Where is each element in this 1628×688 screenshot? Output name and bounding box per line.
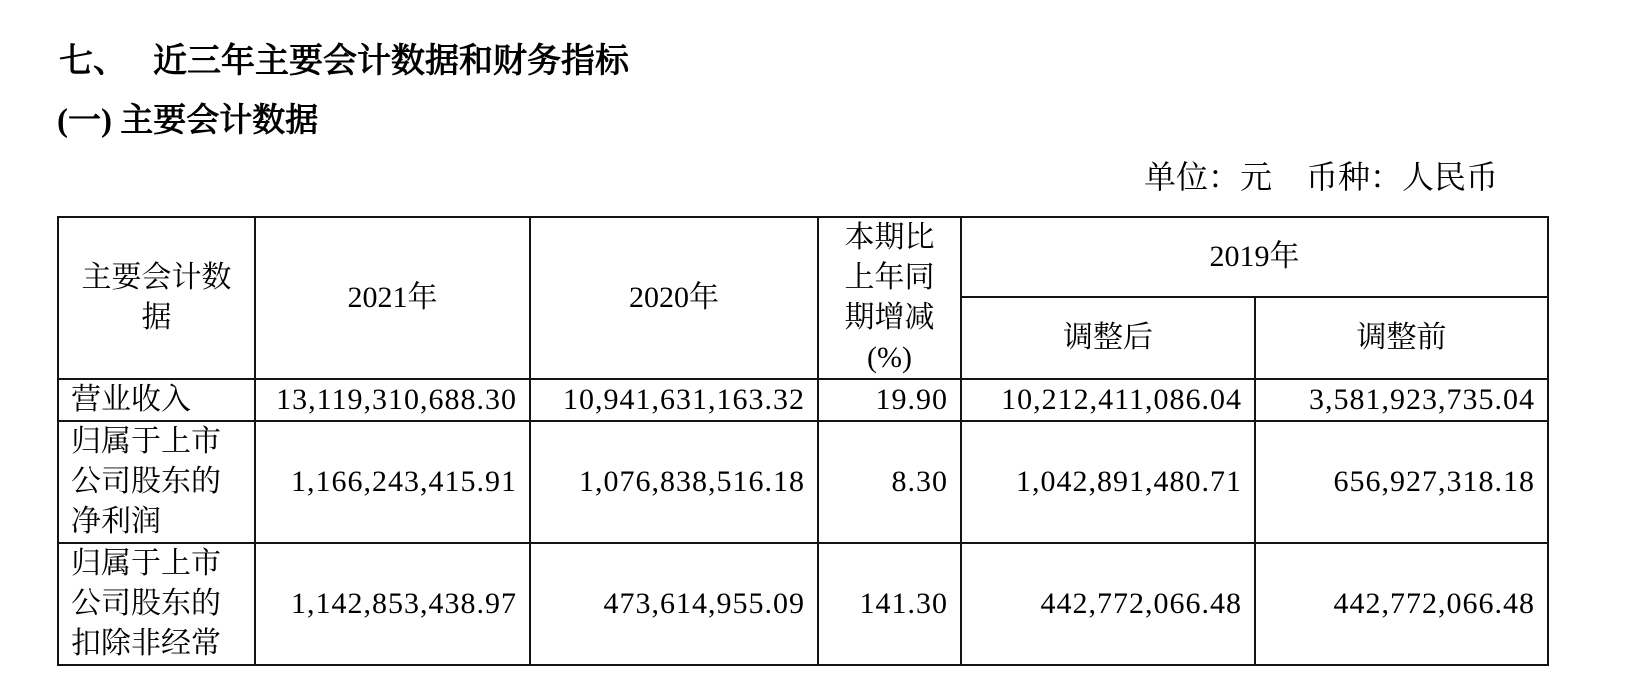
table-row-net-profit [58,421,1548,543]
row-label: 营业收入 [58,379,255,421]
value-2021: 1,166,243,415.91 [255,421,530,543]
value-change-pct: 8.30 [818,421,961,543]
value-2019-adjusted: 1,042,891,480.71 [961,421,1255,543]
header-change-pct: 本期比上年同期增减(%) [818,217,961,379]
header-2019-adjusted: 调整后 [961,297,1255,379]
subsection-heading: (一) 主要会计数据 [57,103,319,139]
value-2019-before: 442,772,066.48 [1255,543,1548,665]
header-year-2020: 2020年 [530,217,818,379]
value-2019-adjusted: 442,772,066.48 [961,543,1255,665]
section-number: 七、 [59,43,127,80]
value-2019-adjusted: 10,212,411,086.04 [961,379,1255,421]
header-year-2019: 2019年 [961,217,1548,297]
row-label: 归属于上市公司股东的扣除非经常 [58,543,255,665]
table-row-revenue [58,379,1548,421]
value-2021: 13,119,310,688.30 [255,379,530,421]
value-change-pct: 19.90 [818,379,961,421]
unit-currency-unit: 单位：元 [1143,159,1272,195]
header-row-1 [58,217,1548,297]
value-2021: 1,142,853,438.97 [255,543,530,665]
section-heading [59,40,629,84]
value-2020: 1,076,838,516.18 [530,421,818,543]
row-label: 归属于上市公司股东的净利润 [58,421,255,543]
header-2019-before: 调整前 [1255,297,1548,379]
value-2019-before: 3,581,923,735.04 [1255,379,1548,421]
value-change-pct: 141.30 [818,543,961,665]
header-item-column: 主要会计数据 [58,217,255,379]
value-2020: 10,941,631,163.32 [530,379,818,421]
value-2020: 473,614,955.09 [530,543,818,665]
unit-currency-type: 币种：人民币 [1305,159,1498,195]
value-2019-before: 656,927,318.18 [1255,421,1548,543]
table-row-net-profit-excl-nonrecurring [58,543,1548,665]
header-year-2021: 2021年 [255,217,530,379]
accounting-data-table [57,216,1549,666]
section-title: 近三年主要会计数据和财务指标 [153,43,629,80]
unit-note [1144,156,1498,198]
